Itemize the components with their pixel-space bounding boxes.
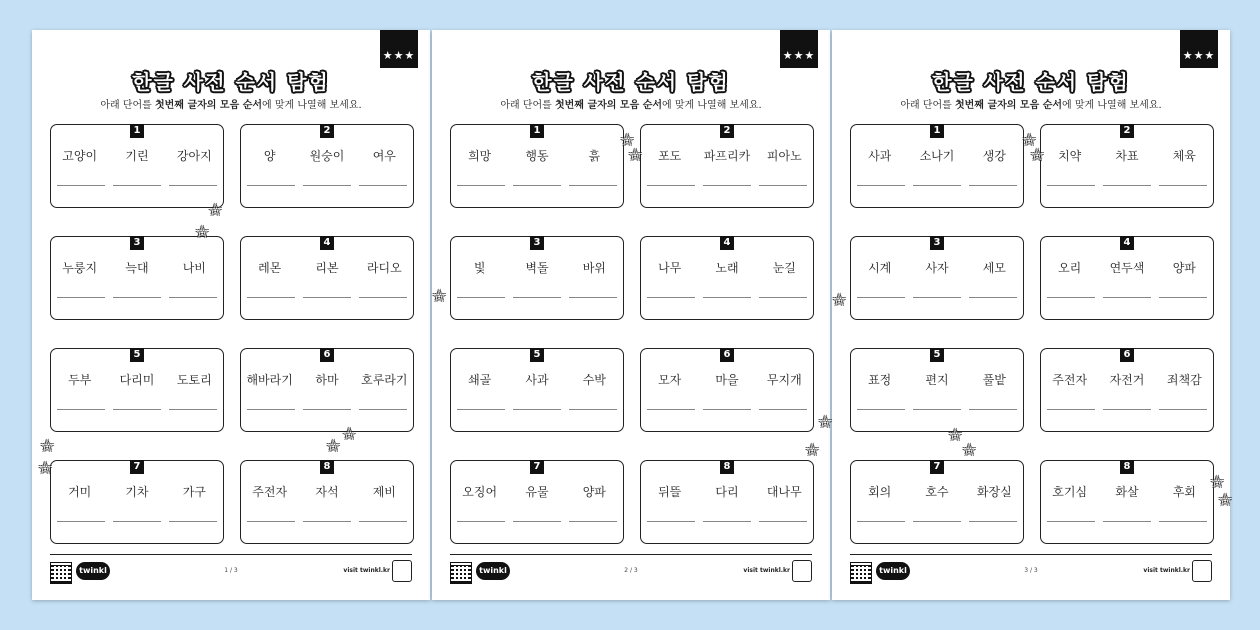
decorative-star-icon: ☆ — [805, 440, 820, 459]
question-box — [50, 236, 224, 320]
question-number: 1 — [930, 124, 944, 138]
answer-line[interactable] — [303, 409, 351, 410]
answer-line[interactable] — [113, 297, 161, 298]
answer-line[interactable] — [647, 297, 695, 298]
decorative-star-icon: ☆ — [40, 436, 55, 455]
word-item: 쇄골 — [468, 373, 492, 387]
word-item: 눈길 — [772, 261, 796, 275]
question-box — [640, 124, 814, 208]
question-number: 7 — [130, 460, 144, 474]
word-item: 나비 — [182, 261, 206, 275]
visit-link[interactable]: visit twinkl.kr — [343, 567, 390, 574]
question-number: 5 — [930, 348, 944, 362]
word-item: 화장실 — [976, 485, 1012, 499]
word-item: 희망 — [468, 149, 492, 163]
question-box — [1040, 348, 1214, 432]
answer-line[interactable] — [1103, 409, 1151, 410]
question-box — [50, 124, 224, 208]
question-box — [450, 124, 624, 208]
question-number: 5 — [530, 348, 544, 362]
answer-line[interactable] — [969, 185, 1017, 186]
question-number: 8 — [320, 460, 334, 474]
word-item: 가구 — [182, 485, 206, 499]
answer-line[interactable] — [359, 185, 407, 186]
word-item: 주전자 — [252, 485, 288, 499]
question-box — [640, 460, 814, 544]
twinkl-logo: twinkl — [76, 562, 110, 580]
answer-line[interactable] — [303, 185, 351, 186]
difficulty-badge: ★★★ — [380, 30, 418, 68]
decorative-star-icon: ☆ — [1030, 145, 1045, 164]
word-item: 다리미 — [119, 373, 155, 387]
answer-line[interactable] — [913, 297, 961, 298]
word-item: 풀밭 — [982, 373, 1006, 387]
answer-line[interactable] — [113, 409, 161, 410]
answer-line[interactable] — [569, 297, 617, 298]
answer-line[interactable] — [1159, 297, 1207, 298]
question-number: 4 — [1120, 236, 1134, 250]
decorative-star-icon: ☆ — [948, 425, 963, 444]
word-item: 사자 — [925, 261, 949, 275]
answer-line[interactable] — [457, 409, 505, 410]
word-item: 양파 — [582, 485, 606, 499]
word-item: 기린 — [125, 149, 149, 163]
answer-line[interactable] — [569, 521, 617, 522]
answer-line[interactable] — [1159, 185, 1207, 186]
word-item: 화살 — [1115, 485, 1139, 499]
answer-line[interactable] — [169, 521, 217, 522]
answer-line[interactable] — [1103, 521, 1151, 522]
question-number: 2 — [1120, 124, 1134, 138]
answer-line[interactable] — [247, 521, 295, 522]
word-item: 자전거 — [1109, 373, 1145, 387]
question-number: 7 — [530, 460, 544, 474]
word-item: 무지개 — [766, 373, 802, 387]
difficulty-badge: ★★★ — [1180, 30, 1218, 68]
word-item: 누룽지 — [62, 261, 98, 275]
word-item: 거미 — [68, 485, 92, 499]
answer-line[interactable] — [513, 185, 561, 186]
decorative-star-icon: ☆ — [628, 145, 643, 164]
word-item: 시계 — [868, 261, 892, 275]
word-item: 강아지 — [176, 149, 212, 163]
decorative-star-icon: ☆ — [208, 200, 223, 219]
page-number: 1 / 3 — [224, 567, 238, 574]
answer-line[interactable] — [1103, 297, 1151, 298]
difficulty-badge: ★★★ — [780, 30, 818, 68]
question-number: 3 — [530, 236, 544, 250]
word-item: 뒤뜰 — [658, 485, 682, 499]
answer-line[interactable] — [857, 409, 905, 410]
instruction-text: 아래 단어를 첫번째 글자의 모음 순서에 맞게 나열해 보세요. — [900, 100, 1162, 111]
word-item: 두부 — [68, 373, 92, 387]
answer-line[interactable] — [169, 297, 217, 298]
answer-line[interactable] — [569, 409, 617, 410]
word-item: 흙 — [588, 149, 601, 163]
word-item: 포도 — [658, 149, 682, 163]
word-item: 마을 — [715, 373, 739, 387]
question-box — [50, 348, 224, 432]
answer-line[interactable] — [913, 185, 961, 186]
word-item: 호수 — [925, 485, 949, 499]
instruction-text: 아래 단어를 첫번째 글자의 모음 순서에 맞게 나열해 보세요. — [500, 100, 762, 111]
answer-line[interactable] — [359, 521, 407, 522]
word-item: 늑대 — [125, 261, 149, 275]
decorative-star-icon: ☆ — [818, 412, 833, 431]
answer-line[interactable] — [57, 297, 105, 298]
question-box — [850, 460, 1024, 544]
word-item: 해바라기 — [246, 373, 293, 387]
word-item: 차표 — [1115, 149, 1139, 163]
worksheet-page — [32, 30, 430, 600]
decorative-star-icon: ☆ — [195, 222, 210, 241]
decorative-star-icon: ☆ — [962, 440, 977, 459]
answer-line[interactable] — [57, 185, 105, 186]
question-box — [1040, 124, 1214, 208]
footer-divider — [850, 554, 1212, 555]
question-box — [450, 460, 624, 544]
question-box — [1040, 460, 1214, 544]
answer-line[interactable] — [857, 297, 905, 298]
answer-line[interactable] — [169, 409, 217, 410]
decorative-star-icon: ☆ — [832, 290, 847, 309]
word-item: 치약 — [1058, 149, 1082, 163]
answer-line[interactable] — [359, 297, 407, 298]
word-item: 피아노 — [766, 149, 802, 163]
word-item: 나무 — [658, 261, 682, 275]
twinkl-logo: twinkl — [476, 562, 510, 580]
decorative-star-icon: ☆ — [1218, 490, 1233, 509]
question-number: 7 — [930, 460, 944, 474]
question-number: 3 — [930, 236, 944, 250]
answer-line[interactable] — [647, 521, 695, 522]
answer-line[interactable] — [703, 185, 751, 186]
quality-badge-icon — [792, 560, 812, 582]
answer-line[interactable] — [857, 521, 905, 522]
word-item: 유물 — [525, 485, 549, 499]
word-item: 호루라기 — [361, 373, 408, 387]
page-number: 2 / 3 — [624, 567, 638, 574]
question-box — [240, 236, 414, 320]
question-number: 1 — [530, 124, 544, 138]
answer-line[interactable] — [513, 409, 561, 410]
answer-line[interactable] — [513, 521, 561, 522]
worksheet-title: 한글 사전 순서 탐험 — [932, 70, 1130, 94]
footer-divider — [450, 554, 812, 555]
word-item: 모자 — [658, 373, 682, 387]
visit-link[interactable]: visit twinkl.kr — [743, 567, 790, 574]
word-item: 표정 — [868, 373, 892, 387]
answer-line[interactable] — [113, 185, 161, 186]
answer-line[interactable] — [759, 521, 807, 522]
answer-line[interactable] — [457, 297, 505, 298]
question-box — [850, 236, 1024, 320]
answer-line[interactable] — [1047, 409, 1095, 410]
answer-line[interactable] — [913, 521, 961, 522]
answer-line[interactable] — [759, 185, 807, 186]
question-number: 6 — [320, 348, 334, 362]
word-item: 레몬 — [258, 261, 282, 275]
question-box — [640, 236, 814, 320]
answer-line[interactable] — [513, 297, 561, 298]
word-item: 하마 — [315, 373, 339, 387]
decorative-star-icon: ☆ — [342, 424, 357, 443]
question-box — [240, 348, 414, 432]
word-item: 수박 — [582, 373, 606, 387]
word-item: 양 — [263, 149, 276, 163]
word-item: 원숭이 — [309, 149, 345, 163]
question-number: 3 — [130, 236, 144, 250]
answer-line[interactable] — [969, 297, 1017, 298]
question-box — [1040, 236, 1214, 320]
answer-line[interactable] — [759, 297, 807, 298]
word-item: 소나기 — [919, 149, 955, 163]
answer-line[interactable] — [1103, 185, 1151, 186]
answer-line[interactable] — [457, 521, 505, 522]
answer-line[interactable] — [647, 409, 695, 410]
word-item: 후회 — [1172, 485, 1196, 499]
word-item: 벽돌 — [525, 261, 549, 275]
word-item: 호기심 — [1052, 485, 1088, 499]
question-number: 8 — [1120, 460, 1134, 474]
footer-divider — [50, 554, 412, 555]
answer-line[interactable] — [647, 185, 695, 186]
question-number: 5 — [130, 348, 144, 362]
question-box — [450, 236, 624, 320]
quality-badge-icon — [1192, 560, 1212, 582]
question-box — [240, 124, 414, 208]
decorative-star-icon: ☆ — [432, 286, 447, 305]
answer-line[interactable] — [1047, 297, 1095, 298]
question-number: 6 — [720, 348, 734, 362]
answer-line[interactable] — [457, 185, 505, 186]
question-box — [240, 460, 414, 544]
decorative-star-icon: ☆ — [1210, 472, 1225, 491]
question-box — [450, 348, 624, 432]
word-item: 체육 — [1172, 149, 1196, 163]
decorative-star-icon: ☆ — [38, 458, 53, 477]
word-item: 제비 — [372, 485, 396, 499]
answer-line[interactable] — [359, 409, 407, 410]
answer-line[interactable] — [703, 521, 751, 522]
word-item: 노래 — [715, 261, 739, 275]
word-item: 리본 — [315, 261, 339, 275]
word-item: 자석 — [315, 485, 339, 499]
word-item: 죄책감 — [1166, 373, 1202, 387]
worksheet-page — [432, 30, 833, 600]
answer-line[interactable] — [1159, 409, 1207, 410]
word-item: 행동 — [525, 149, 549, 163]
word-item: 사과 — [868, 149, 892, 163]
word-item: 오리 — [1058, 261, 1082, 275]
question-box — [50, 460, 224, 544]
answer-line[interactable] — [913, 409, 961, 410]
worksheet-page — [832, 30, 1233, 600]
word-item: 대나무 — [766, 485, 802, 499]
question-box — [850, 124, 1024, 208]
answer-line[interactable] — [169, 185, 217, 186]
worksheet-title: 한글 사전 순서 탐험 — [532, 70, 730, 94]
answer-line[interactable] — [703, 297, 751, 298]
answer-line[interactable] — [57, 409, 105, 410]
question-number: 6 — [1120, 348, 1134, 362]
word-item: 양파 — [1172, 261, 1196, 275]
answer-line[interactable] — [759, 409, 807, 410]
question-box — [640, 348, 814, 432]
decorative-star-icon: ☆ — [1022, 130, 1037, 149]
word-item: 오징어 — [462, 485, 498, 499]
answer-line[interactable] — [247, 185, 295, 186]
word-item: 도토리 — [176, 373, 212, 387]
word-item: 기차 — [125, 485, 149, 499]
answer-line[interactable] — [303, 521, 351, 522]
word-item: 빛 — [473, 261, 486, 275]
answer-line[interactable] — [857, 185, 905, 186]
word-item: 사과 — [525, 373, 549, 387]
answer-line[interactable] — [569, 185, 617, 186]
answer-line[interactable] — [57, 521, 105, 522]
worksheet-title: 한글 사전 순서 탐험 — [132, 70, 330, 94]
question-number: 4 — [320, 236, 334, 250]
twinkl-logo: twinkl — [876, 562, 910, 580]
word-item: 라디오 — [366, 261, 402, 275]
question-number: 4 — [720, 236, 734, 250]
word-item: 파프리카 — [703, 149, 751, 163]
question-number: 8 — [720, 460, 734, 474]
answer-line[interactable] — [703, 409, 751, 410]
page-number: 3 / 3 — [1024, 567, 1038, 574]
answer-line[interactable] — [303, 297, 351, 298]
answer-line[interactable] — [969, 409, 1017, 410]
answer-line[interactable] — [1047, 185, 1095, 186]
question-number: 2 — [320, 124, 334, 138]
question-number: 1 — [130, 124, 144, 138]
answer-line[interactable] — [1159, 521, 1207, 522]
answer-line[interactable] — [113, 521, 161, 522]
word-item: 다리 — [715, 485, 739, 499]
word-item: 주전자 — [1052, 373, 1088, 387]
instruction-text: 아래 단어를 첫번째 글자의 모음 순서에 맞게 나열해 보세요. — [100, 100, 362, 111]
decorative-star-icon: ☆ — [620, 130, 635, 149]
word-item: 생강 — [982, 149, 1006, 163]
word-item: 편지 — [925, 373, 949, 387]
answer-line[interactable] — [1047, 521, 1095, 522]
quality-badge-icon — [392, 560, 412, 582]
word-item: 바위 — [582, 261, 606, 275]
word-item: 고양이 — [62, 149, 98, 163]
word-item: 세모 — [982, 261, 1006, 275]
word-item: 연두색 — [1109, 261, 1145, 275]
question-number: 2 — [720, 124, 734, 138]
question-box — [850, 348, 1024, 432]
word-item: 여우 — [372, 149, 396, 163]
word-item: 회의 — [868, 485, 892, 499]
visit-link[interactable]: visit twinkl.kr — [1143, 567, 1190, 574]
answer-line[interactable] — [247, 409, 295, 410]
decorative-star-icon: ☆ — [326, 436, 341, 455]
answer-line[interactable] — [247, 297, 295, 298]
answer-line[interactable] — [969, 521, 1017, 522]
